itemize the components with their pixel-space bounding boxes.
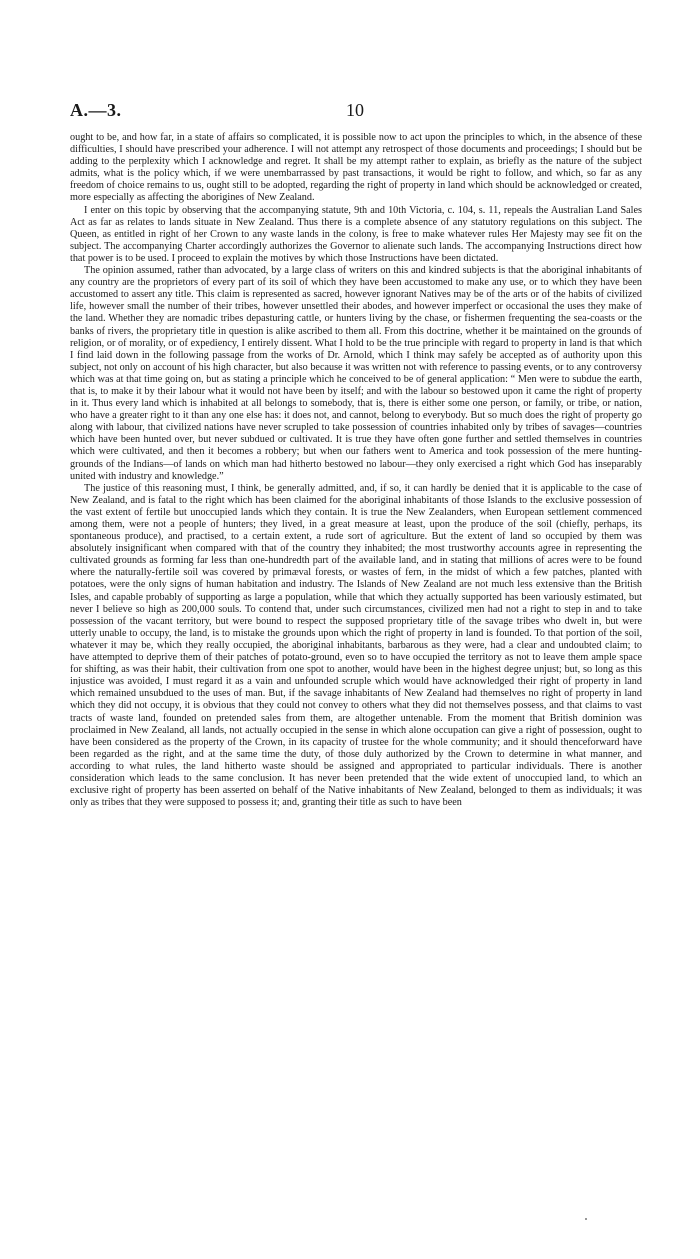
ink-speck — [585, 1218, 587, 1220]
page-header — [70, 100, 640, 122]
paragraph: The justice of this reasoning must, I think, be generally admitted, and, if so, it can hardly be denied that it is applicable to the case of New Zealand, and is fatal to the right which has been claimed for the aboriginal inhabitants of those Islands to the exclusive possession of the vast extent of fertile but unoccupied lands which they contain. It is true the New Zealanders, when European settlement commenced among them, were not a people of hunters; they lived, in a great measure at least, upon the produce of the soil (chiefly, perhaps, its spontaneous produce), and practised, to a certain extent, a rude sort of agriculture. But the extent of land so occupied by them was absolutely insignificant when compared with that of the country they inhabited; the most trustworthy accounts agree in representing the cultivated grounds as forming far less than one-hundredth part of the available land, and in stating that millions of acres were to be found where the naturally-fertile soil was covered by primæval forests, or wastes of fern, in the midst of which a few patches, planted with potatoes, were the only signs of human habitation and industry. The Islands of New Zealand are not much less extensive than the British Isles, and capable probably of supporting as large a population, while that which they actually supported has been variously estimated, but never I believe so high as 200,000 souls. To contend that, under such circumstances, civilized men had not a right to step in and to take possession of the vacant territory, but were bound to respect the supposed proprietary title of the savage tribes who dwelt in, but were utterly unable to occupy, the land, is to mistake the grounds upon which the right of property in land is founded. To that portion of the soil, whatever it may be, which they really occupied, the aboriginal inhabitants, barbarous as they were, had a clear and undoubted claim; to have attempted to deprive them of their patches of potato-ground, even so to have occupied the territory as not to leave them ample space for shifting, as was their habit, their cultivation from one spot to another, would have been in the highest degree unjust; but, so long as this injustice was avoided, I must regard it as a vain and unfounded scruple which would have acknowledged their right of property in land which remained unsubdued to the uses of man. But, if the savage inhabitants of New Zealand had themselves no right of property in land which they did not occupy, it is obvious that they could not convey to others what they did not themselves possess, and that claims to vast tracts of waste land, founded on pretended sales from them, are altogether untenable. From the moment that British dominion was proclaimed in New Zealand, all lands, not actually occupied in the sense in which alone occupation can give a right of possession, ought to have been considered as the property of the Crown, in its capacity of trustee for the whole community; and it should thenceforward have been regarded as the right, and at the same time the duty, of those duly authorized by the Crown to determine in what manner, and according to what rules, the land hitherto waste should be assigned and appropriated to particular individuals. There is another consideration which leads to the same conclusion. It has never been pretended that the wide extent of unoccupied land, to which an exclusive right of property has been asserted on behalf of the Native inhabitants of New Zealand, belonged to them as individuals; it was only as tribes that they were supposed to possess it; and, granting their title as such to have been — [70, 482, 642, 809]
page-number: 10 — [346, 100, 364, 120]
body-text — [70, 132, 642, 809]
paragraph: The opinion assumed, rather than advocated, by a large class of writers on this and kindred subjects is that the aboriginal inhabitants of any country are the proprietors of every part of its soil of which they have been accustomed to make any use, or to which they have been accustomed to assert any title. This claim is represented as sacred, however ignorant Natives may be of the arts or of the habits of civilized life, however small the number of their tribes, however unsettled their abodes, and however imperfect or occasional the uses they make of the land. Whether they are nomadic tribes depasturing cattle, or hunters living by the chase, or fishermen frequenting the sea-coasts or the banks of rivers, the proprietary title in question is alike ascribed to them all. From this doctrine, whether it be maintained on the grounds of religion, or of morality, or of expediency, I entirely dissent. What I hold to be the true principle with regard to property in land is that which I find laid down in the following passage from the works of Dr. Arnold, which I think may safely be accepted as of authority upon this subject, not only on account of his high character, but also because it was written not with reference to passing events, or to any controversy which was at that time going on, but as stating a principle which he conceived to be of general application: “ Men were to subdue the earth, that is, to make it by their labour what it would not have been by itself; and with the labour so bestowed upon it came the right of property in it. Thus every land which is inhabited at all belongs to somebody, that is, there is either some one person, or family, or tribe, or nation, who have a greater right to it than any one else has: it does not, and cannot, belong to everybody. But so much does the right of property go along with labour, that civilized nations have never scrupled to take possession of countries inhabited only by tribes of savages—countries which have been hunted over, but never subdued or cultivated. It is true they have often gone further and settled themselves in countries which were cultivated, and then it becomes a robbery; but when our fathers went to America and took possession of the mere hunting-grounds of the Indians—of lands on which man had hitherto bestowed no labour—they only exercised a right which God has inseparably united with industry and knowledge.” — [70, 265, 642, 482]
paragraph: I enter on this topic by observing that the accompanying statute, 9th and 10th Victoria, c. 104, s. 11, repeals the Australian Land Sales Act as far as relates to lands situate in New Zealand. Thus there is a complete absence of any statutory regulations on this subject. The Queen, as entitled in right of her Crown to any waste lands in the colony, is free to make whatever rules Her Majesty may see fit on the subject. The accompanying Charter accordingly authorizes the Governor to alienate such lands. The accompanying Instructions direct how that power is to be used. I proceed to explain the motives by which those Instructions have been dictated. — [70, 204, 642, 264]
paragraph: ought to be, and how far, in a state of affairs so complicated, it is possible now to act upon the principles to which, in the absence of these difficulties, I should have prescribed your adherence. I will not attempt any retrospect of those documents and proceedings; I should but be adding to the perplexity which I acknowledge and regret. It shall be my attempt rather to explain, as briefly as the nature of the subject admits, what is the policy which, if we were unembarrassed by past transactions, it would be right to follow, and which, so far as any freedom of choice remains to us, ought still to be adopted, regarding the right of property in land which should be acknowledged or created, more especially as affecting the aborigines of New Zealand. — [70, 132, 642, 204]
document-id: A.—3. — [70, 100, 122, 120]
